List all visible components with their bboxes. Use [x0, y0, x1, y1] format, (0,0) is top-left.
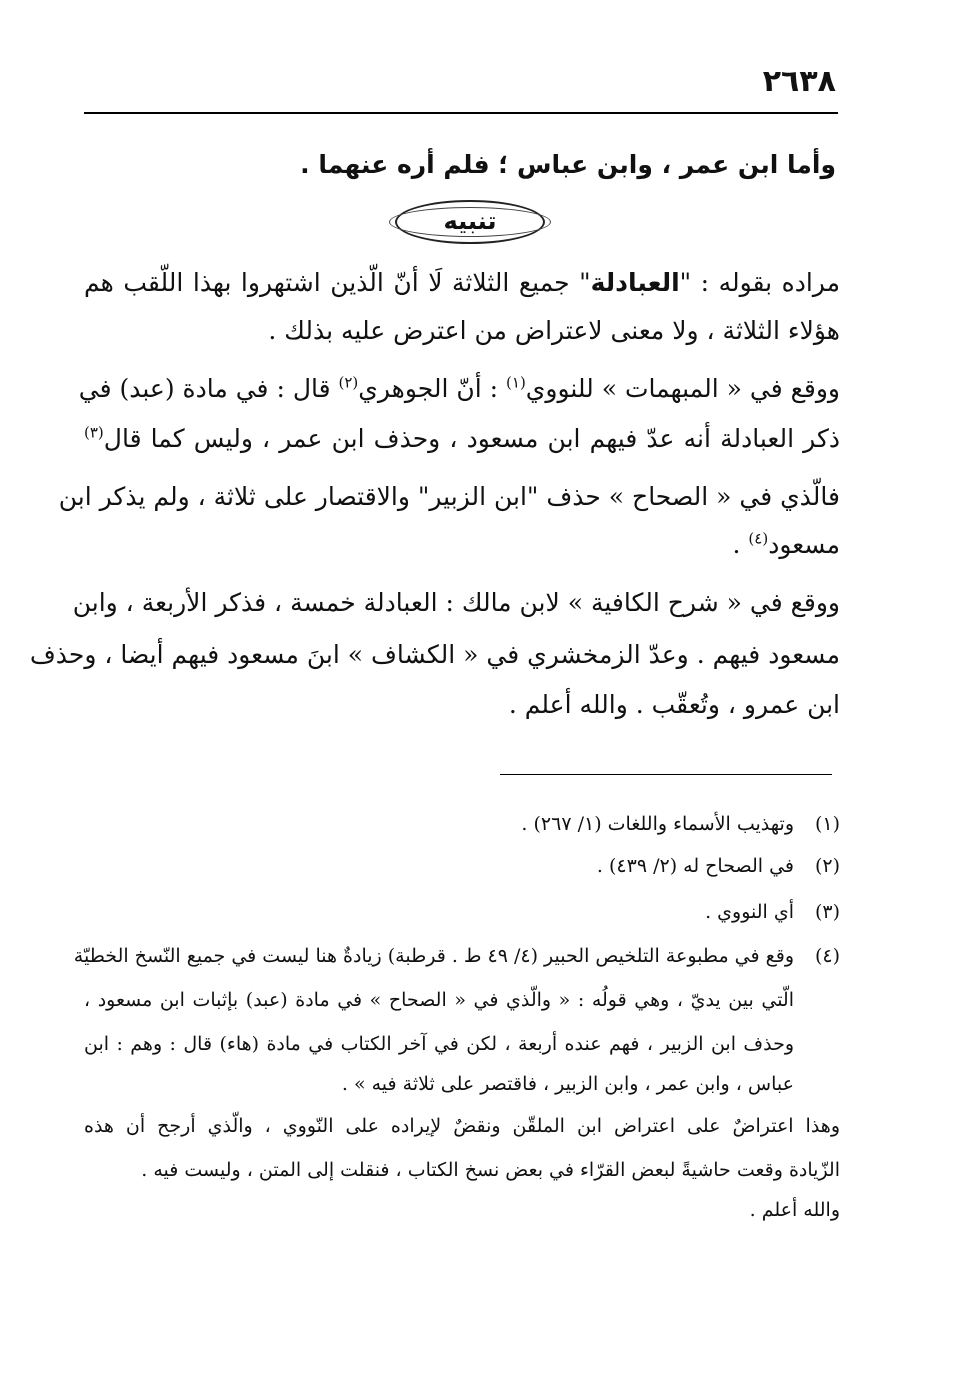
footnote-1: (١)وتهذيب الأسماء واللغات (١/ ٢٦٧) .	[521, 813, 840, 835]
paragraph-2-line-1: ووقع في « المبهمات » للنووي$^{(١)}$ : أنّ الجوهري$^{(٢)}$ قال : في مادة (عبد) في	[78, 373, 840, 403]
paragraph-2-line-2: ذكر العبادلة أنه عدّ فيهم ابن مسعود ، وحذف ابن عمر ، وليس كما قال$^{(٣)}$	[84, 423, 840, 453]
paragraph-3-line-3: ابن عمرو ، وتُعقّب . والله أعلم .	[508, 690, 840, 719]
footnote-3: (٣)أي النووي .	[705, 901, 840, 923]
footnote-4-line-2: الّتي بين يديّ ، وهي قولُه : « والّذي في « الصحاح » في مادة (عبد) بإثبات ابن مسعود ،	[84, 989, 794, 1011]
header-rule	[84, 112, 838, 114]
footnote-4-line-3: وحذف ابن الزبير ، فهم عنده أربعة ، لكن في آخر الكتاب في مادة (هاء) قال : وهم : ابن	[84, 1033, 794, 1055]
footnote-note-line-3: والله أعلم .	[749, 1199, 840, 1221]
footnote-number: (٣)	[814, 901, 840, 923]
paragraph-3-line-1: ووقع في « شرح الكافية » لابن مالك : العبادلة خمسة ، فذكر الأربعة ، وابن	[72, 588, 840, 617]
footnote-ref-1[interactable]: (١)	[506, 373, 526, 392]
paragraph-2-line-3: فالّذي في « الصحاح » حذف "ابن الزبير" والاقتصار على ثلاثة ، ولم يذكر ابن	[58, 482, 840, 511]
footnote-note-line-2: الزّيادة وقعت حاشيةً لبعض القرّاء في بعض نسخ الكتاب ، فنقلت إلى المتن ، وليست فيه .	[141, 1159, 840, 1181]
paragraph-1-line-2: هؤلاء الثلاثة ، ولا معنى لاعتراض من اعترض عليه بذلك .	[268, 316, 840, 345]
footnote-4-line-4: عباس ، وابن عمر ، وابن الزبير ، فاقتصر على ثلاثة فيه » .	[341, 1073, 794, 1095]
footnote-number: (٢)	[814, 855, 840, 877]
paragraph-3-line-2: مسعود فيهم . وعدّ الزمخشري في « الكشاف » ابنَ مسعود فيهم أيضا ، وحذف	[29, 640, 840, 669]
footnote-4-line-1: (٤)وقع في مطبوعة التلخيص الحبير (٤/ ٤٩ ط . قرطبة) زيادةٌ هنا ليست في جميع النّسخ الخطيّة	[73, 945, 840, 967]
page-number: ٢٦٣٨	[762, 64, 836, 99]
opening-line: وأما ابن عمر ، وابن عباس ؛ فلم أره عنهما .	[300, 150, 836, 179]
bold-term: العبادلة	[590, 268, 680, 297]
footnote-2: (٢)في الصحاح له (٢/ ٤٣٩) .	[596, 855, 840, 877]
paragraph-1-line-1: مراده بقوله : "العبادلة" جميع الثلاثة لَا أنّ الّذين اشتهروا بهذا اللّقب هم	[84, 268, 840, 297]
footnote-ref-3[interactable]: (٣)	[84, 423, 104, 442]
section-title: تنبيه	[443, 207, 497, 235]
footnote-separator	[500, 774, 832, 775]
footnote-ref-2[interactable]: (٢)	[338, 373, 359, 392]
section-title-badge	[395, 200, 545, 244]
footnote-number: (١)	[814, 813, 840, 835]
footnote-note-line-1: وهذا اعتراضٌ على اعتراض ابن الملقّن ونقضٌ لإيراده على النّووي ، والّذي أرجح أن هذه	[84, 1115, 841, 1137]
footnote-ref-4[interactable]: (٤)	[748, 529, 769, 548]
paragraph-2-line-4: مسعود$^{(٤)}$ .	[732, 529, 840, 559]
footnote-number: (٤)	[814, 945, 840, 967]
